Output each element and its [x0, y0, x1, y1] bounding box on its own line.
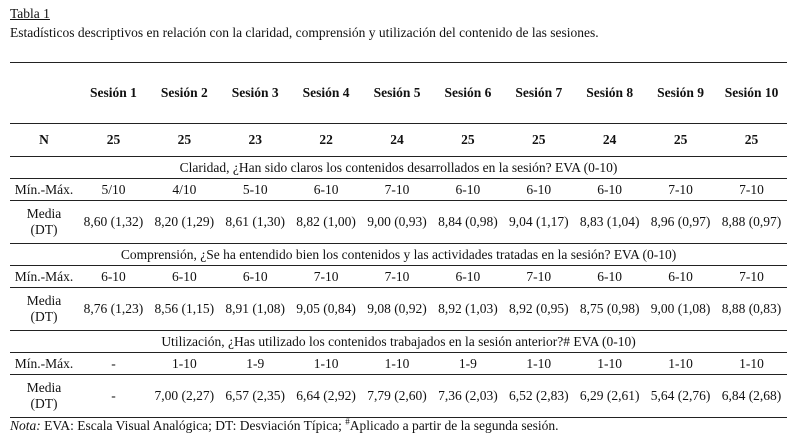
media-value: 5,64 (2,76) — [645, 375, 716, 418]
table-footnote — [10, 418, 559, 434]
header-session: Sesión 2 — [149, 63, 220, 124]
minmax-value: 1-9 — [220, 353, 291, 375]
section-heading-row — [10, 244, 787, 266]
minmax-value: 6-10 — [503, 179, 574, 201]
media-value: 9,00 (1,08) — [645, 288, 716, 331]
header-session: Sesión 6 — [432, 63, 503, 124]
minmax-value: 1-10 — [716, 353, 787, 375]
footnote-label: Nota: — [10, 418, 41, 433]
header-session: Sesión 7 — [503, 63, 574, 124]
minmax-value: 6-10 — [78, 266, 149, 288]
n-value: 25 — [645, 124, 716, 157]
n-value: 23 — [220, 124, 291, 157]
n-value: 25 — [716, 124, 787, 157]
media-value: 8,96 (0,97) — [645, 201, 716, 244]
minmax-value: 6-10 — [432, 179, 503, 201]
media-value: 8,82 (1,00) — [291, 201, 362, 244]
media-value: 9,08 (0,92) — [362, 288, 433, 331]
table-title: Estadísticos descriptivos en relación con la claridad, comprensión y utilización del contenido de las sesiones. — [10, 25, 599, 40]
footnote-text-b: Aplicado a partir de la segunda sesión. — [349, 418, 559, 433]
minmax-row — [10, 353, 787, 375]
n-value: 25 — [78, 124, 149, 157]
section-heading-row — [10, 331, 787, 353]
n-value: 25 — [503, 124, 574, 157]
media-value: 8,88 (0,97) — [716, 201, 787, 244]
footnote-marker: # — [345, 416, 350, 427]
minmax-value: 6-10 — [149, 266, 220, 288]
minmax-value: 7-10 — [503, 266, 574, 288]
minmax-value: 1-9 — [432, 353, 503, 375]
descriptive-stats-table — [10, 62, 787, 418]
media-value: 7,36 (2,03) — [432, 375, 503, 418]
media-label-line: Media — [26, 293, 62, 308]
header-session: Sesión 4 — [291, 63, 362, 124]
media-value: 8,60 (1,32) — [78, 201, 149, 244]
section-heading: Utilización, ¿Has utilizado los contenidos trabajados en la sesión anterior?# EVA (0-10) — [10, 331, 787, 353]
media-value: 6,84 (2,68) — [716, 375, 787, 418]
section-heading-row — [10, 157, 787, 179]
media-value: 8,56 (1,15) — [149, 288, 220, 331]
header-session: Sesión 3 — [220, 63, 291, 124]
media-label-line: Media — [26, 206, 62, 221]
n-value: 25 — [149, 124, 220, 157]
media-label — [10, 288, 78, 331]
media-value: 7,00 (2,27) — [149, 375, 220, 418]
media-row — [10, 201, 787, 244]
media-value: 6,52 (2,83) — [503, 375, 574, 418]
minmax-value: - — [78, 353, 149, 375]
media-value: 8,92 (0,95) — [503, 288, 574, 331]
section-heading: Claridad, ¿Han sido claros los contenidos desarrollados en la sesión? EVA (0-10) — [10, 157, 787, 179]
minmax-value: 7-10 — [716, 179, 787, 201]
footnote-text-a: EVA: Escala Visual Analógica; DT: Desviación Típica; — [40, 418, 346, 433]
media-value: 8,76 (1,23) — [78, 288, 149, 331]
minmax-label: Mín.-Máx. — [10, 353, 78, 375]
minmax-value: 1-10 — [574, 353, 645, 375]
n-label: N — [10, 124, 78, 157]
media-value: 8,91 (1,08) — [220, 288, 291, 331]
minmax-value: 7-10 — [362, 266, 433, 288]
minmax-value: 4/10 — [149, 179, 220, 201]
minmax-value: 6-10 — [574, 266, 645, 288]
media-value: 6,64 (2,92) — [291, 375, 362, 418]
media-value: 8,88 (0,83) — [716, 288, 787, 331]
minmax-value: 6-10 — [432, 266, 503, 288]
header-session: Sesión 9 — [645, 63, 716, 124]
minmax-value: 1-10 — [503, 353, 574, 375]
minmax-row — [10, 266, 787, 288]
minmax-value: 7-10 — [291, 266, 362, 288]
header-row — [10, 63, 787, 124]
media-label — [10, 201, 78, 244]
header-session: Sesión 5 — [362, 63, 433, 124]
minmax-value: 1-10 — [291, 353, 362, 375]
media-value: 8,75 (0,98) — [574, 288, 645, 331]
table-label: Tabla 1 — [10, 6, 50, 21]
dt-label-line: (DT) — [30, 309, 58, 324]
table-body — [10, 63, 787, 418]
media-row — [10, 288, 787, 331]
media-value: 8,20 (1,29) — [149, 201, 220, 244]
dt-label-line: (DT) — [30, 396, 58, 411]
minmax-value: 5-10 — [220, 179, 291, 201]
media-value: 7,79 (2,60) — [362, 375, 433, 418]
media-value: 6,29 (2,61) — [574, 375, 645, 418]
dt-label-line: (DT) — [30, 222, 58, 237]
media-value: 8,84 (0,98) — [432, 201, 503, 244]
media-value: - — [78, 375, 149, 418]
minmax-value: 1-10 — [645, 353, 716, 375]
minmax-value: 1-10 — [362, 353, 433, 375]
section-heading: Comprensión, ¿Se ha entendido bien los contenidos y las actividades tratadas en la sesión? EVA (0-10) — [10, 244, 787, 266]
header-session: Sesión 1 — [78, 63, 149, 124]
n-value: 24 — [362, 124, 433, 157]
media-label — [10, 375, 78, 418]
header-session: Sesión 8 — [574, 63, 645, 124]
media-value: 8,61 (1,30) — [220, 201, 291, 244]
n-value: 25 — [432, 124, 503, 157]
minmax-value: 1-10 — [149, 353, 220, 375]
minmax-value: 6-10 — [645, 266, 716, 288]
n-value: 22 — [291, 124, 362, 157]
media-value: 8,92 (1,03) — [432, 288, 503, 331]
minmax-value: 6-10 — [220, 266, 291, 288]
minmax-label: Mín.-Máx. — [10, 179, 78, 201]
minmax-value: 7-10 — [645, 179, 716, 201]
media-value: 6,57 (2,35) — [220, 375, 291, 418]
media-row — [10, 375, 787, 418]
media-value: 9,04 (1,17) — [503, 201, 574, 244]
minmax-value: 6-10 — [574, 179, 645, 201]
media-value: 9,05 (0,84) — [291, 288, 362, 331]
media-label-line: Media — [26, 380, 62, 395]
minmax-value: 5/10 — [78, 179, 149, 201]
n-value: 24 — [574, 124, 645, 157]
minmax-label: Mín.-Máx. — [10, 266, 78, 288]
header-corner — [10, 63, 78, 124]
header-session: Sesión 10 — [716, 63, 787, 124]
minmax-value: 6-10 — [291, 179, 362, 201]
media-value: 9,00 (0,93) — [362, 201, 433, 244]
media-value: 8,83 (1,04) — [574, 201, 645, 244]
minmax-value: 7-10 — [716, 266, 787, 288]
n-row — [10, 124, 787, 157]
minmax-value: 7-10 — [362, 179, 433, 201]
minmax-row — [10, 179, 787, 201]
